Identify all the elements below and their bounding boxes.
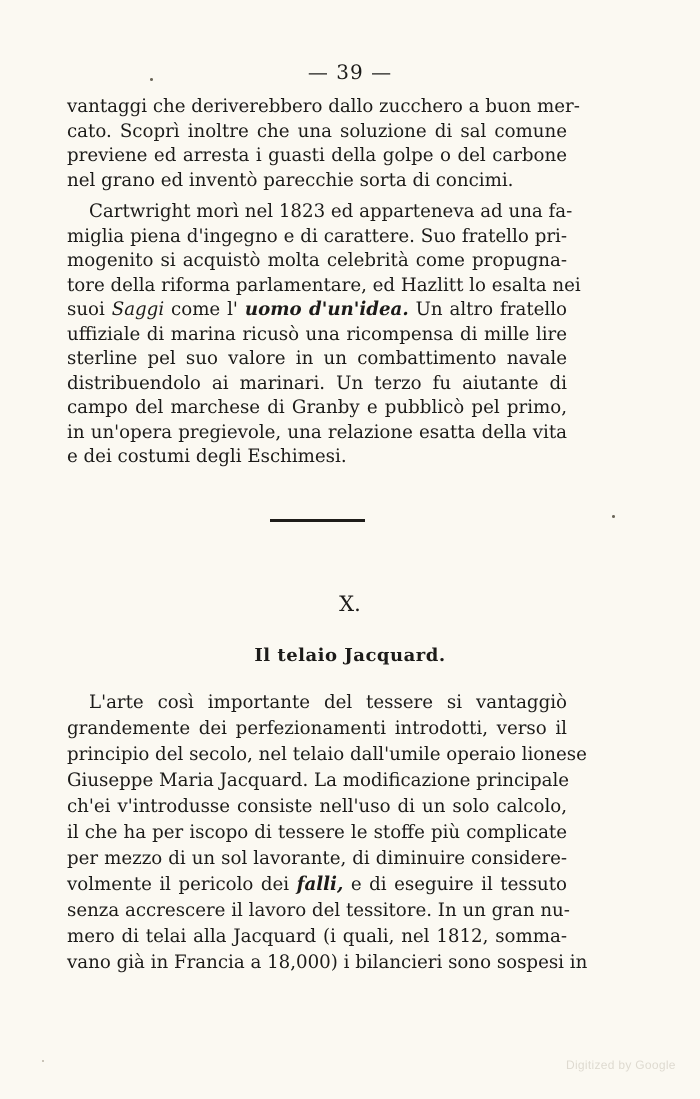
text-line: per mezzo di un sol lavorante, di diminuire considere- [67, 848, 567, 869]
text-line: grandemente dei perfezionamenti introdotti, verso il [67, 718, 567, 739]
italic-word: falli, [296, 874, 344, 895]
text-fragment: suoi [67, 299, 112, 320]
text-fragment: Un altro fratello [408, 299, 567, 320]
text-fragment: volmente il pericolo dei [67, 874, 297, 895]
paragraph-continuation [67, 95, 580, 193]
text-line: previene ed arresta i guasti della golpe o del carbone [67, 145, 567, 166]
paragraph-jacquard [67, 690, 588, 976]
text-line: Giuseppe Maria Jacquard. La modificazione principale [67, 770, 570, 791]
section-divider [270, 519, 365, 522]
text-line: e dei costumi degli Eschimesi. [67, 446, 347, 467]
text-line: Cartwright morì nel 1823 ed apparteneva ad una fa- [89, 201, 573, 222]
text-line: nel grano ed inventò parecchie sorta di concimi. [67, 169, 514, 191]
text-line: ch'ei v'introdusse consiste nell'uso di un solo calcolo, [67, 796, 567, 817]
text-line: mogenito si acquistò molta celebrità come propugna- [67, 250, 567, 271]
text-line: vantaggi che deriverebbero dallo zucchero a buon mer- [67, 96, 580, 117]
section-title: Il telaio Jacquard. [254, 645, 446, 666]
paragraph-cartwright [67, 200, 581, 470]
ink-speck [42, 1060, 44, 1062]
text-line: tore della riforma parlamentare, ed Hazlitt lo esalta nei [67, 274, 581, 296]
text-line: distribuendolo ai marinari. Un terzo fu aiutante di [67, 372, 567, 394]
text-line: principio del secolo, nel telaio dall'umile operaio lionese [67, 744, 587, 765]
italic-phrase: uomo d'un'idea. [244, 299, 409, 320]
ink-speck [150, 78, 153, 81]
text-line: senza accrescere il lavoro del tessitore. In un gran nu- [67, 900, 570, 921]
text-line: sterline pel suo valore in un combattimento navale [67, 348, 567, 369]
text-fragment: e di eseguire il tessuto [343, 874, 567, 895]
text-fragment: come l' [164, 299, 245, 320]
page-number: — 39 — [307, 60, 393, 84]
text-line: L'arte così importante del tessere si vantaggiò [89, 692, 567, 713]
text-line: mero di telai alla Jacquard (i quali, nel 1812, somma- [67, 926, 567, 947]
text-line: miglia piena d'ingegno e di carattere. Suo fratello pri- [67, 225, 567, 247]
chapter-numeral: X. [339, 592, 361, 616]
text-line: cato. Scoprì inoltre che una soluzione di sal comune [67, 120, 567, 142]
text-line-with-italics [67, 872, 567, 898]
digitization-watermark: Digitized by Google [566, 1058, 676, 1072]
text-line: il che ha per iscopo di tessere le stoffe più complicate [67, 822, 567, 843]
text-line: uffiziale di marina ricusò una ricompensa di mille lire [67, 323, 567, 345]
ink-speck [612, 515, 615, 518]
text-line: in un'opera pregievole, una relazione esatta della vita [67, 421, 567, 443]
text-line: vano già in Francia a 18,000) i bilancieri sono sospesi in [67, 952, 588, 973]
text-line-with-italics [67, 298, 567, 323]
italic-book-title: Saggi [111, 299, 165, 320]
text-line: campo del marchese di Granby e pubblicò pel primo, [67, 397, 567, 418]
